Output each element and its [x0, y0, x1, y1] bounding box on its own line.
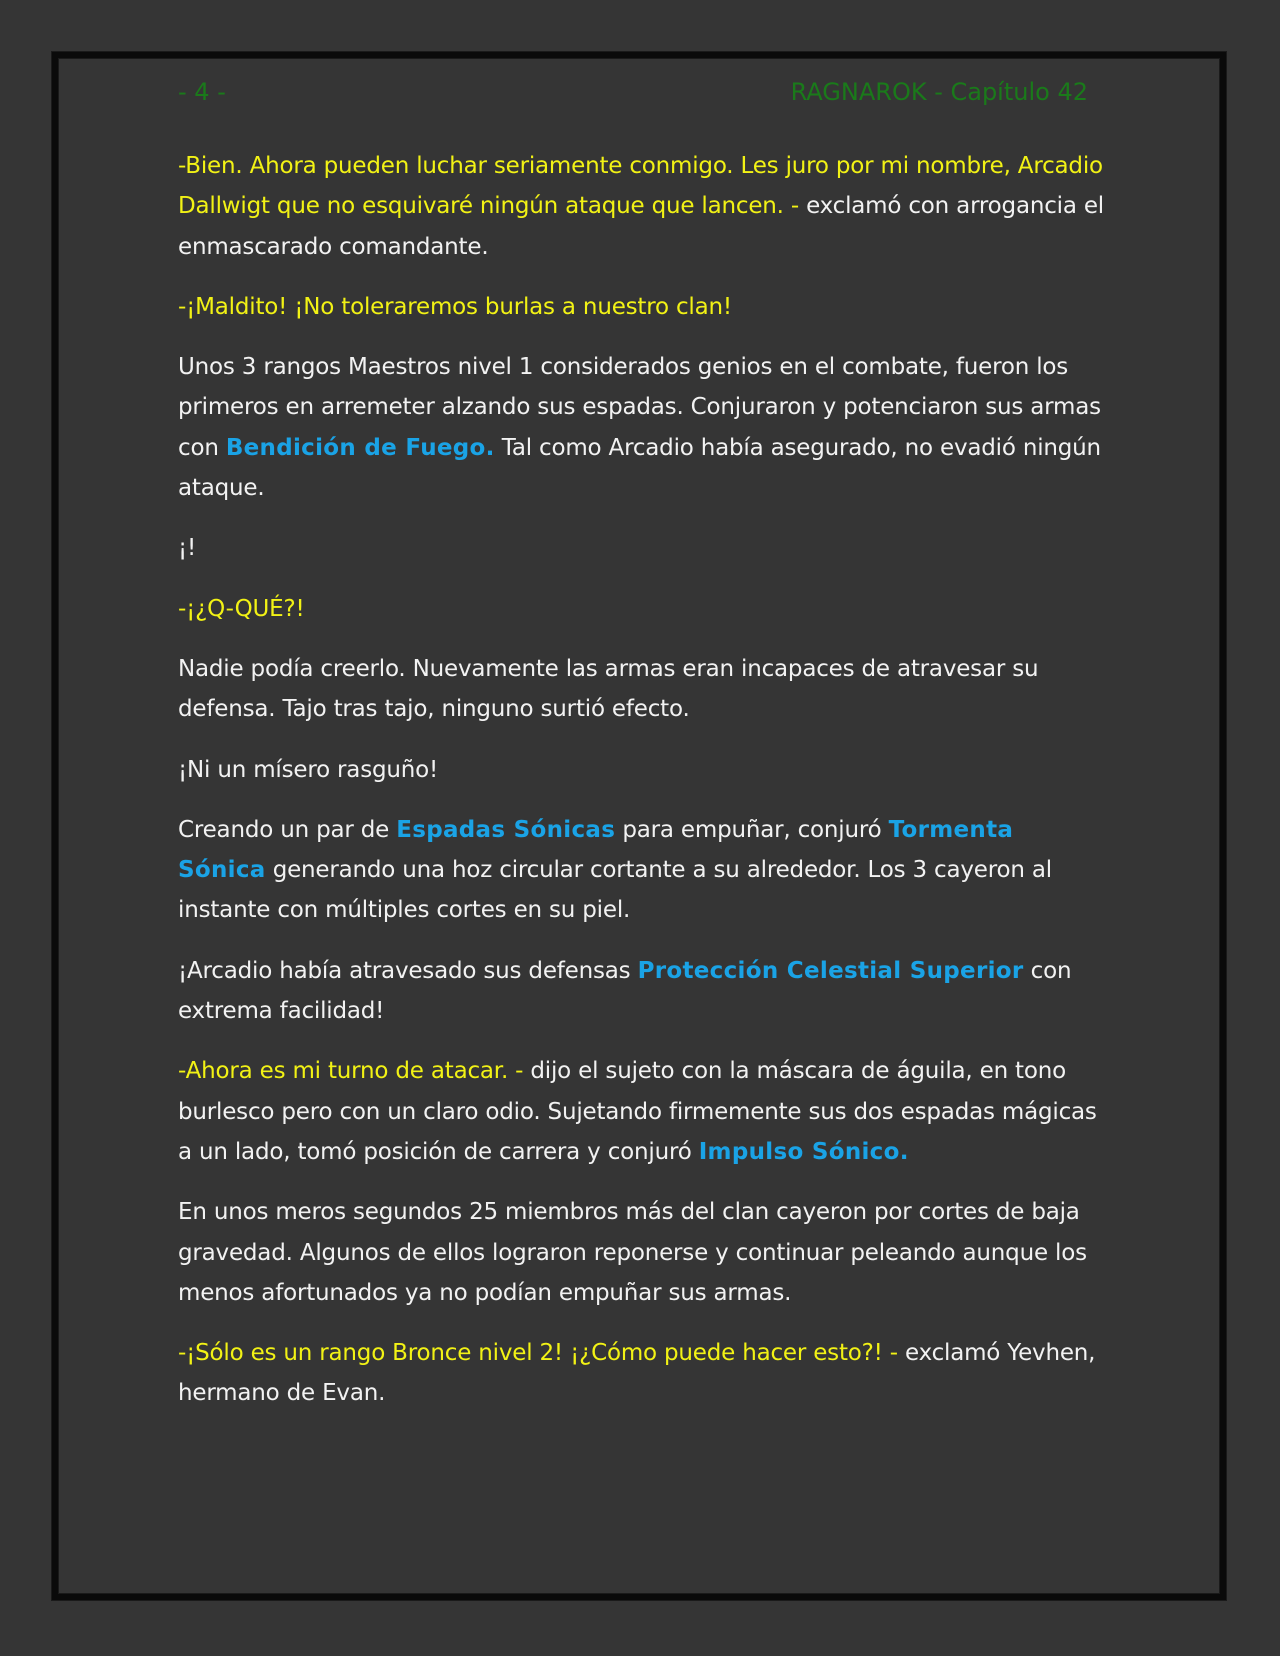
paragraph-10: [178, 1051, 1108, 1172]
paragraph-1: [178, 146, 1108, 267]
dialogue-text: -Bien. Ahora pueden luchar seriamente conmigo. Les juro por mi nombre, Arcadio Dallwigt que no esquivaré ningún ataque que lancen. -: [178, 153, 1103, 220]
dialogue-text: -¡Sólo es un rango Bronce nivel 2! ¡¿Cómo puede hacer esto?! -: [178, 1340, 898, 1367]
narration-text: ¡!: [178, 535, 197, 562]
narration-text: exclamó con arrogancia el enmascarado comandante.: [178, 193, 1104, 260]
dialogue-text: -¡Maldito! ¡No toleraremos burlas a nuestro clan!: [178, 293, 732, 320]
narration-text: con extrema facilidad!: [178, 957, 1072, 1025]
narration-text: exclamó Yevhen, hermano de Evan.: [178, 1340, 1096, 1407]
paragraph-7: [178, 750, 1108, 790]
paragraph-8: [178, 810, 1108, 931]
paragraph-3: [178, 347, 1108, 508]
page-number: - 4 -: [178, 78, 226, 106]
paragraph-2: [178, 287, 1108, 327]
narration-text: Tal como Arcadio había asegurado, no evadió ningún ataque.: [178, 434, 1101, 502]
narration-text: ¡Ni un mísero rasguño!: [178, 756, 439, 783]
paragraph-11: [178, 1192, 1108, 1313]
paragraph-12: [178, 1333, 1108, 1414]
skill-name: Espadas Sónicas: [396, 816, 616, 843]
paragraph-5: [178, 589, 1108, 629]
narration-text: Nadie podía creerlo. Nuevamente las armas eran incapaces de atravesar su defensa. Tajo tras tajo, ninguno surtió efecto.: [178, 655, 1039, 723]
chapter-title: RAGNAROK - Capítulo 42: [790, 78, 1088, 106]
narration-text: ¡Arcadio había atravesado sus defensas: [178, 957, 638, 984]
skill-name: Protección Celestial Superior: [637, 957, 1024, 984]
skill-name: Bendición de Fuego.: [225, 434, 495, 461]
page-header: [178, 78, 1088, 108]
dialogue-text: -¡¿Q-QUÉ?!: [178, 595, 305, 622]
narration-text: En unos meros segundos 25 miembros más del clan cayeron por cortes de baja gravedad. Algunos de ellos lograron reponerse y continuar peleando aunque los menos afortunados ya no podían empuñar sus armas.: [178, 1199, 1087, 1306]
dialogue-text: -Ahora es mi turno de atacar. -: [178, 1058, 524, 1085]
narration-text: generando una hoz circular cortante a su alrededor. Los 3 cayeron al instante con múltiples cortes en su piel.: [178, 857, 1052, 924]
narration-text: Unos 3 rangos Maestros nivel 1 considerados genios en el combate, fueron los primeros en arremeter alzando sus espadas. Conjuraron y potenciaron sus armas con: [178, 354, 1101, 461]
paragraph-9: [178, 951, 1108, 1032]
paragraph-4: [178, 528, 1108, 568]
skill-name: Tormenta Sónica: [178, 816, 1014, 884]
skill-name: Impulso Sónico.: [698, 1138, 909, 1165]
paragraph-6: [178, 649, 1108, 730]
narration-text: Creando un par de: [178, 816, 397, 843]
page-content: [178, 146, 1108, 1434]
narration-text: para empuñar, conjuró: [615, 816, 889, 843]
narration-text: dijo el sujeto con la máscara de águila, en tono burlesco pero con un claro odio. Sujetando firmemente sus dos espadas mágicas a un lado, tomó posición de carrera y conjuró: [178, 1058, 1097, 1165]
